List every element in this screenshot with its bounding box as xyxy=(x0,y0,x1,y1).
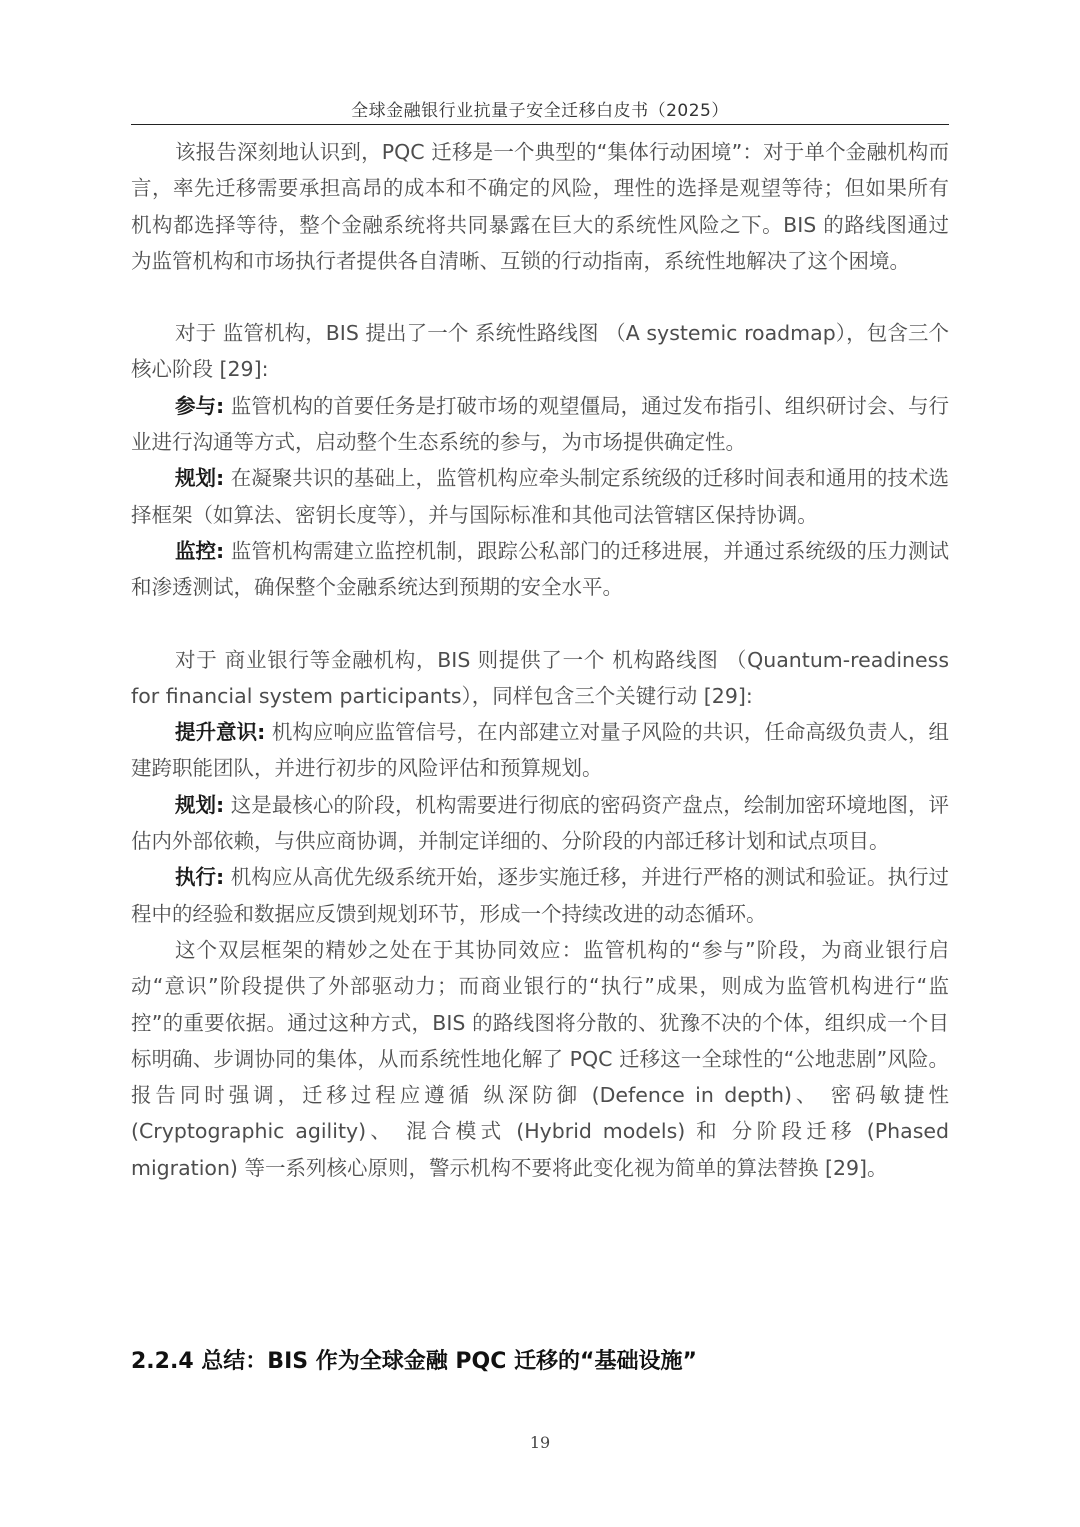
paragraph-regulator-intro: 对于 监管机构，BIS 提出了一个 系统性路线图 （A systemic roadmap），包含三个核心阶段 [29]: xyxy=(131,321,949,382)
step-text: 机构应响应监管信号，在内部建立对量子风险的共识，任命高级负责人，组建跨职能团队，并进行初步的风险评估和预算规划。 xyxy=(131,720,950,781)
step-term: 参与: xyxy=(175,393,225,418)
paragraph-dual-framework: 这个双层框架的精妙之处在于其协同效应：监管机构的“参与”阶段，为商业银行启动“意识”阶段提供了外部驱动力；而商业银行的“执行”成果，则成为监管机构进行“监控”的重要依据。通过这种方式，BIS 的路线图将分散的、犹豫不决的个体，组织成一个目标明确、步调协同的集体，从而系统性地化解了 PQC 迁移这一全球性的“公地悲剧”风险。报告同时强调，迁移过程应遵循 纵深防御 (Defence in depth)、 密码敏捷性 (Cryptographic agility)、 混合模式 (Hybrid models) 和 分阶段迁移 (Phased migration) 等一系列核心原则，警示机构不要将此变化视为简单的算法替换 [29]。 xyxy=(131,937,949,1180)
step-term: 规划: xyxy=(175,466,225,491)
step-term: 规划: xyxy=(175,792,225,817)
page-number: 19 xyxy=(529,1433,551,1452)
step-term: 监控: xyxy=(175,538,225,563)
step-text: 监管机构的首要任务是打破市场的观望僵局，通过发布指引、组织研讨会、与行业进行沟通等方式，启动整个生态系统的参与，为市场提供确定性。 xyxy=(131,393,950,455)
step-text: 在凝聚共识的基础上，监管机构应牵头制定系统级的迁移时间表和通用的技术选择框架（如算法、密钥长度等），并与国际标准和其他司法管辖区保持协调。 xyxy=(131,466,950,527)
regulator-step-monitor xyxy=(131,533,949,606)
regulator-step-plan xyxy=(131,460,949,533)
step-text: 机构应从高优先级系统开始，逐步实施迁移，并进行严格的测试和验证。执行过程中的经验和数据应反馈到规划环节，形成一个持续改进的动态循环。 xyxy=(131,865,950,926)
institution-step-plan xyxy=(131,787,949,860)
section-heading: 2.2.4 总结：BIS 作为全球金融 PQC 迁移的“基础设施” xyxy=(131,1349,697,1374)
paragraph-institution-intro: 对于 商业银行等金融机构，BIS 则提供了一个 机构路线图 （Quantum-readiness for financial system participants），同样包含三个关键行动 [29]: xyxy=(131,647,949,708)
body-text xyxy=(131,134,949,1186)
step-text: 监管机构需建立监控机制，跟踪公私部门的迁移进展，并通过系统级的压力测试和渗透测试，确保整个金融系统达到预期的安全水平。 xyxy=(131,538,950,600)
step-text: 这是最核心的阶段，机构需要进行彻底的密码资产盘点，绘制加密环境地图，评估内外部依赖，与供应商协调，并制定详细的、分阶段的内部迁移计划和试点项目。 xyxy=(131,792,950,854)
header-divider xyxy=(131,124,949,125)
paragraph-collective-action: 该报告深刻地认识到，PQC 迁移是一个典型的“集体行动困境”：对于单个金融机构而言，率先迁移需要承担高昂的成本和不确定的风险，理性的选择是观望等待；但如果所有机构都选择等待，整个金融系统将共同暴露在巨大的系统性风险之下。BIS 的路线图通过为监管机构和市场执行者提供各自清晰、互锁的行动指南，系统性地解决了这个困境。 xyxy=(131,140,949,273)
institution-step-execute xyxy=(131,859,949,932)
paragraph-gap xyxy=(131,279,949,315)
regulator-step-engage xyxy=(131,388,949,461)
paragraph-gap xyxy=(131,606,949,642)
institution-step-awareness xyxy=(131,714,949,787)
step-term: 提升意识: xyxy=(175,720,266,745)
step-term: 执行: xyxy=(175,865,225,890)
running-header: 全球金融银行业抗量子安全迁移白皮书（2025） xyxy=(351,101,729,121)
